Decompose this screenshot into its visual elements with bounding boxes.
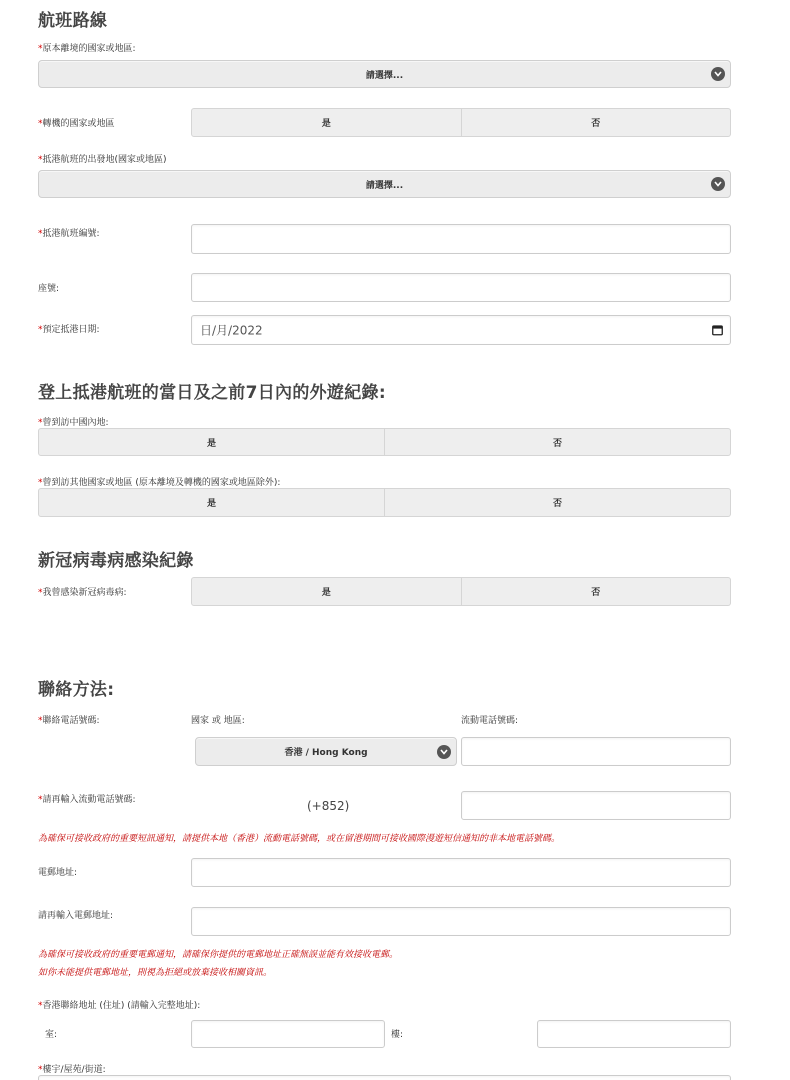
departure-country-label: *原本離境的國家或地區: <box>38 44 136 54</box>
departure-country-select[interactable] <box>38 60 731 88</box>
chevron-down-icon <box>711 177 725 191</box>
chevron-down-icon <box>711 67 725 81</box>
mobile-number-input[interactable] <box>461 737 731 766</box>
mainland-yes-button[interactable]: 是 <box>38 428 385 456</box>
infected-toggle[interactable] <box>191 577 731 606</box>
email-note-2: 如你未能提供電郵地址，則視為拒絕或放棄接收相關資訊。 <box>38 968 273 978</box>
mainland-no-button[interactable]: 否 <box>385 428 731 456</box>
mobile-column-label: 流動電話號碼: <box>461 716 519 726</box>
address-label: *香港聯絡地址 (住址) (請輸入完整地址): <box>38 1001 201 1011</box>
country-code-text: (+852) <box>307 799 350 813</box>
email-label: 電郵地址: <box>38 868 78 878</box>
infected-no-button[interactable]: 否 <box>462 577 732 606</box>
required-mark: * <box>38 44 43 54</box>
section-title-route: 航班路線 <box>38 11 108 31</box>
chevron-down-icon <box>437 745 451 759</box>
phone-label: *聯絡電話號碼: <box>38 716 100 726</box>
arrival-date-value: 日/月/2022 <box>200 323 263 338</box>
building-label: *樓宇/屋苑/街道: <box>38 1065 106 1075</box>
room-label: 室: <box>45 1030 58 1040</box>
reenter-mobile-label: *請再輸入流動電話號碼: <box>38 795 136 805</box>
reenter-email-label: 請再輸入電郵地址: <box>38 911 114 921</box>
email-input[interactable] <box>191 858 731 887</box>
other-no-button[interactable]: 否 <box>385 488 731 517</box>
transit-toggle[interactable] <box>191 108 731 137</box>
room-input[interactable] <box>191 1020 385 1048</box>
transit-yes-button[interactable]: 是 <box>191 108 462 137</box>
phone-country-select[interactable] <box>195 737 457 766</box>
origin-label: *抵港航班的出發地(國家或地區) <box>38 155 167 165</box>
arrival-date-label: *預定抵港日期: <box>38 325 100 335</box>
section-title-covid: 新冠病毒病感染紀錄 <box>38 551 194 571</box>
infected-yes-button[interactable]: 是 <box>191 577 462 606</box>
email-note-1: 為確保可接收政府的重要電郵通知，請確保你提供的電郵地址正確無誤並能有效接收電郵。 <box>38 950 399 960</box>
flight-no-label: *抵港航班編號: <box>38 229 100 239</box>
seat-input[interactable] <box>191 273 731 302</box>
arrival-date-input[interactable] <box>191 315 731 345</box>
calendar-icon[interactable] <box>712 321 723 340</box>
other-countries-toggle[interactable] <box>38 488 731 517</box>
reenter-email-input[interactable] <box>191 907 731 936</box>
floor-input[interactable] <box>537 1020 731 1048</box>
mainland-toggle[interactable] <box>38 428 731 456</box>
transit-no-button[interactable]: 否 <box>462 108 732 137</box>
other-countries-label: *曾到訪其他國家或地區 (原本離境及轉機的國家或地區除外): <box>38 478 281 488</box>
other-yes-button[interactable]: 是 <box>38 488 385 517</box>
origin-value: 請選擇... <box>365 180 404 191</box>
floor-label: 樓: <box>391 1030 404 1040</box>
phone-country-value: 香港 / Hong Kong <box>284 748 368 758</box>
section-title-travel: 登上抵港航班的當日及之前7日內的外遊紀錄: <box>38 383 386 403</box>
flight-no-input[interactable] <box>191 224 731 254</box>
mainland-label: *曾到訪中國內地: <box>38 418 109 428</box>
mobile-note: 為確保可接收政府的重要短訊通知，請提供本地（香港）流動電話號碼，或在留港期間可接收國際漫遊短信通知的非本地電話號碼。 <box>38 834 561 844</box>
section-title-contact: 聯絡方法: <box>38 680 115 700</box>
origin-select[interactable] <box>38 170 731 198</box>
reenter-mobile-input[interactable] <box>461 791 731 820</box>
building-input[interactable] <box>38 1075 731 1080</box>
transit-label: *轉機的國家或地區 <box>38 119 115 129</box>
country-column-label: 國家 或 地區: <box>191 716 245 726</box>
departure-country-value: 請選擇... <box>365 70 404 81</box>
seat-label: 座號: <box>38 284 60 294</box>
infected-label: *我曾感染新冠病毒病: <box>38 588 127 598</box>
